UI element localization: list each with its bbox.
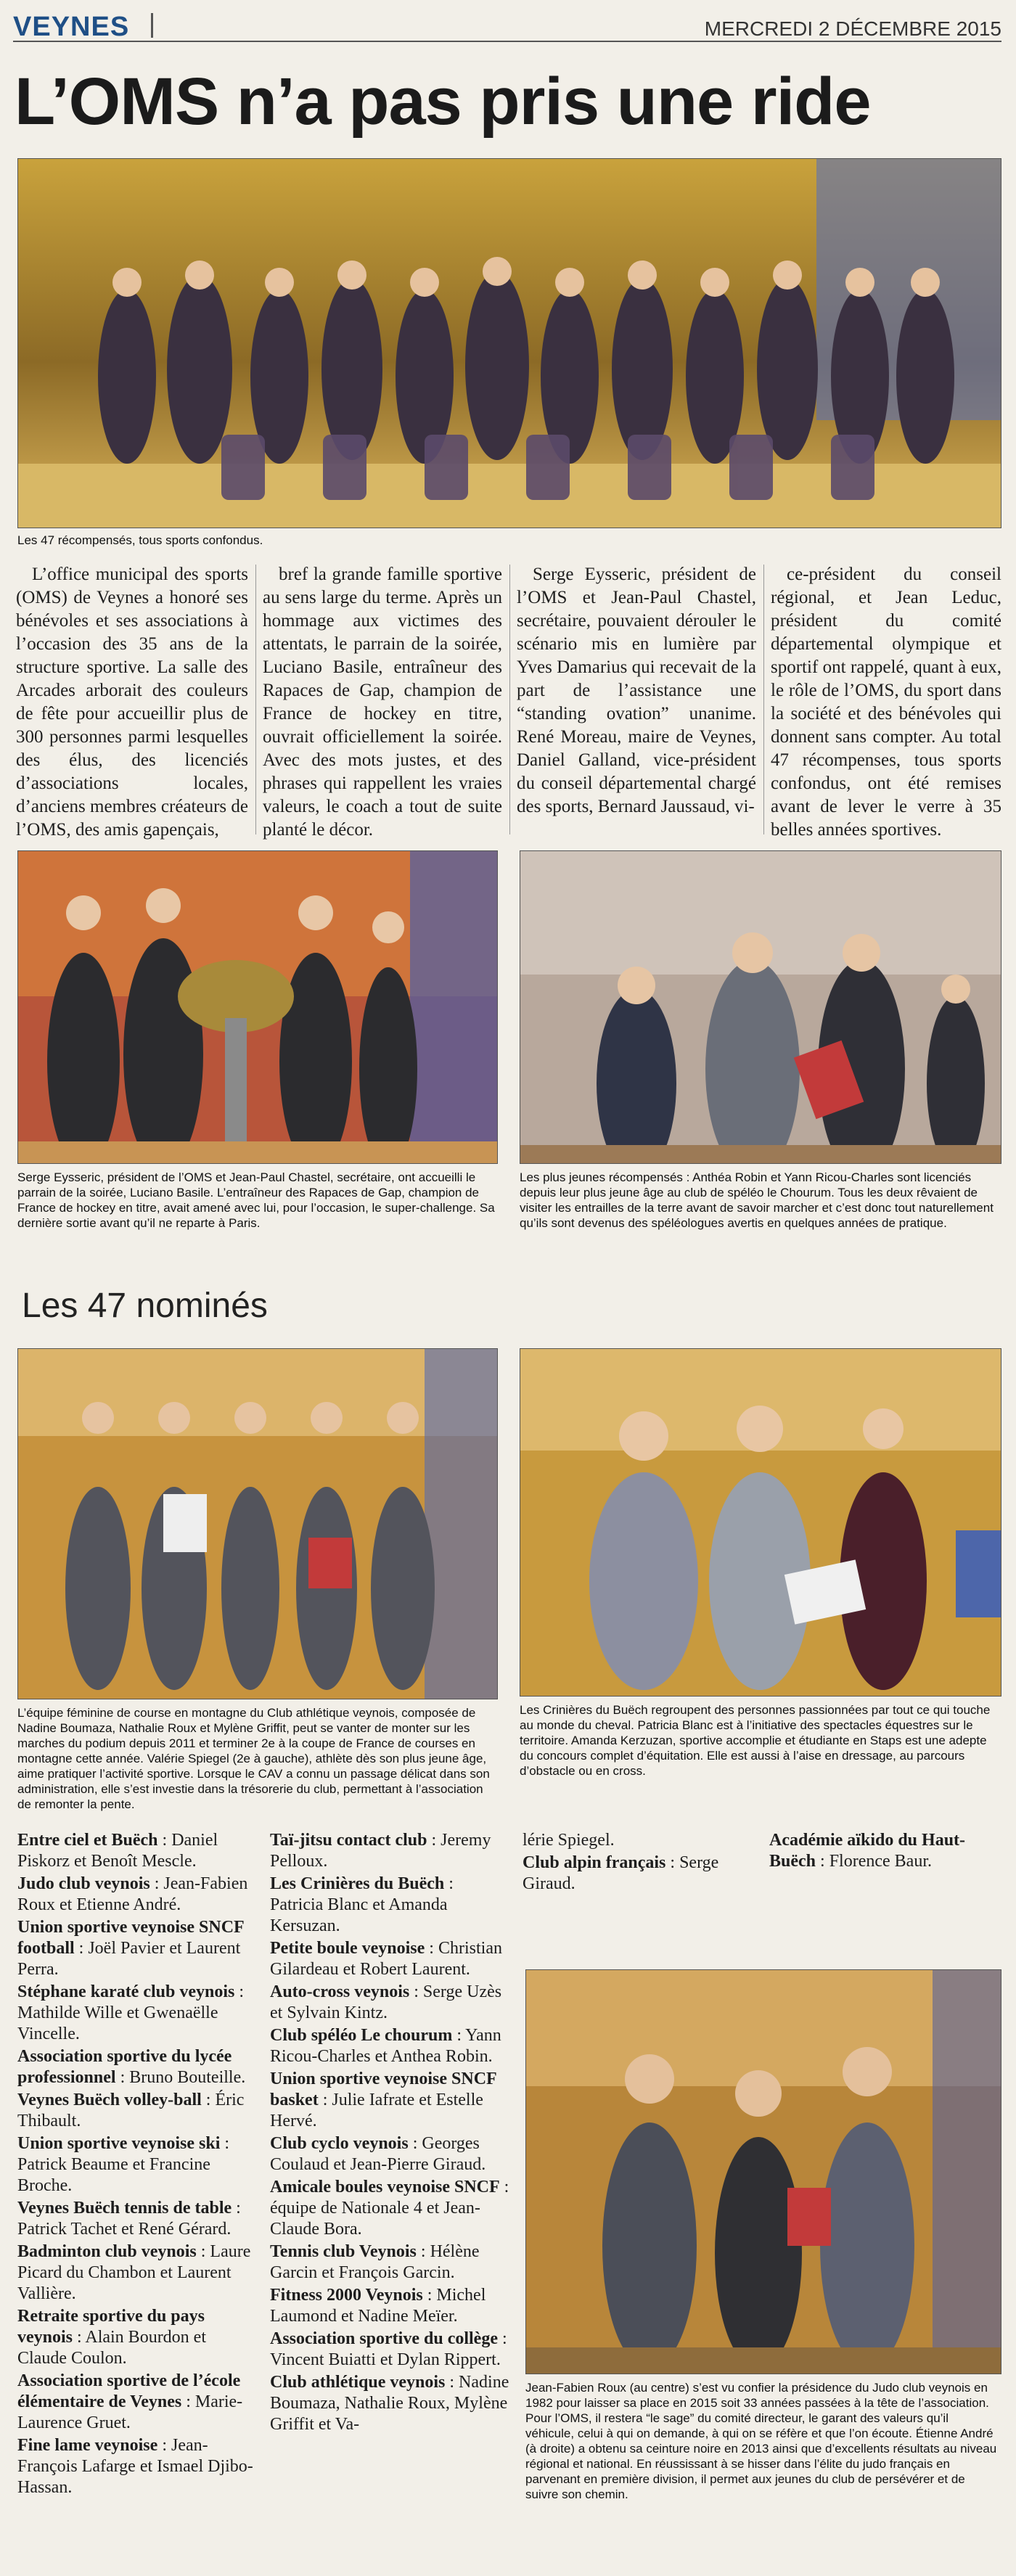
nominee-separator: : — [416, 2242, 430, 2261]
nominee-names: Patricia Blanc et Amanda Kersuzan. — [270, 1895, 448, 1935]
nominee-names: Patrick Beaume et Francine Broche. — [17, 2155, 210, 2195]
nominee-separator: : — [408, 2134, 422, 2153]
horse-club-photo — [520, 1348, 1001, 1697]
nominee-item — [270, 2372, 509, 2435]
nominee-club: Club alpin français — [523, 1853, 666, 1872]
nominee-item — [270, 2241, 509, 2284]
nominee-club: Association sportive de l’école élémentaire de Veynes — [17, 2371, 241, 2411]
nominee-item — [270, 2133, 509, 2175]
nominee-names: équipe de Nationale 4 et Jean-Claude Bora. — [270, 2199, 480, 2239]
nominee-names: Patrick Tachet et René Gérard. — [17, 2220, 232, 2239]
nominee-names: Christian Gilardeau et Robert Laurent. — [270, 1939, 502, 1979]
nominee-club: Amicale boules veynoise SNCF — [270, 2178, 500, 2196]
nominee-club: Entre ciel et Buëch — [17, 1831, 158, 1850]
nominee-item — [270, 2177, 509, 2240]
column-rule — [509, 565, 510, 834]
article-column-4 — [771, 563, 1001, 842]
nominee-club: Club spéléo Le chourum — [270, 2026, 453, 2045]
officials-photo — [17, 850, 498, 1164]
nominee-club: Petite boule veynoise — [270, 1939, 425, 1958]
nominee-separator: : — [497, 2329, 507, 2348]
nominee-names: Jean-François Lafarge et Ismael Djibo-Hassan. — [17, 2436, 253, 2497]
nominee-item — [523, 1853, 755, 1895]
nominee-separator: : — [318, 2091, 332, 2109]
nominee-separator: : — [444, 1874, 454, 1893]
nominee-item — [270, 1938, 509, 1980]
nominee-separator: : — [196, 2242, 210, 2261]
youngest-photo — [520, 850, 1001, 1164]
nominee-separator: : — [499, 2178, 509, 2196]
nominee-separator: : — [427, 1831, 441, 1850]
nominee-club: Veynes Buëch tennis de table — [17, 2199, 232, 2218]
nominee-separator: : — [201, 2091, 216, 2109]
nominee-names: Jean-Fabien Roux et Etienne André. — [17, 1874, 248, 1914]
nominee-names: Georges Coulaud et Jean-Pierre Giraud. — [270, 2134, 486, 2174]
article-paragraph-4: ce-président du conseil régional, et Jean Leduc, président du comité départemental olympique et sportif ont rappelé, quant à eux, le rôle de l’OMS, du sport dans la société et des bénévoles qui donnent sans compter. Au total 47 récompenses, tous sports confondus, ont été remises avant de lever le verre à 35 belles années sportives. — [771, 565, 1001, 840]
nominee-names: Vincent Buiatti et Dylan Rippert. — [270, 2350, 501, 2369]
nominee-club: Club athlétique veynois — [270, 2373, 446, 2392]
nominee-separator: : — [409, 1982, 423, 2001]
nominee-names: Daniel Piskorz et Benoît Mescle. — [17, 1831, 218, 1871]
nominee-names: Serge Giraud. — [523, 1853, 719, 1893]
nominee-club: Stéphane karaté club veynois — [17, 1982, 235, 2001]
nominee-names: Michel Laumond et Nadine Meïer. — [270, 2286, 486, 2326]
nominee-item — [270, 1982, 509, 2024]
nominee-club: Union sportive veynoise SNCF basket — [270, 2070, 496, 2109]
nominee-item — [17, 1982, 257, 2045]
nominee-names: Joël Pavier et Laurent Perra. — [17, 1939, 241, 1979]
nominees-column-1 — [17, 1830, 257, 2500]
youngest-caption: Les plus jeunes récompensés : Anthéa Robin et Yann Ricou-Charles sont licenciés depuis leur plus jeune âge au club de spéléo le Chourum. Tous les deux rêvaient de visiter les entrailles de la terre avant de savoir marcher et c’est donc tout naturellement qu’ils sont devenus des spéléologues avertis en quelques années de pratique. — [520, 1170, 994, 1230]
nominee-separator: : — [149, 1874, 164, 1893]
nominee-names: Nadine Boumaza, Nathalie Roux, Mylène Griffit et Va- — [270, 2373, 509, 2434]
nominee-item — [17, 1874, 257, 1916]
nominee-club: Taï-jitsu contact club — [270, 1831, 427, 1850]
nominee-separator: : — [234, 1982, 245, 2001]
nominee-club: Veynes Buëch volley-ball — [17, 2091, 202, 2109]
nominees-title: Les 47 nominés — [22, 1287, 268, 1325]
article-paragraph-2: bref la grande famille sportive au sens large du terme. Après un hommage aux victimes des attentats, le parrain de la soirée, Luciano Basile, entraîneur des Rapaces de Gap, champion de France de hockey en titre, ouvrait officiellement la soirée. Avec des mots justes, et des phrases qui rappellent les vraies valeurs, le coach a tout de suite planté le décor. — [263, 565, 502, 840]
nominee-separator: : — [232, 2199, 241, 2218]
nominees-column-3 — [523, 1830, 755, 1896]
nominee-club: Union sportive veynoise ski — [17, 2134, 221, 2153]
nominee-club: Tennis club Veynois — [270, 2242, 417, 2261]
nominee-separator: : — [452, 2026, 466, 2045]
article-column-1 — [16, 563, 248, 842]
women-team-caption: L’équipe féminine de course en montagne du Club athlétique veynois, composée de Nadine Boumaza, Nathalie Roux et Mylène Griffit, peut se vanter de monter sur les marches du podium depuis 2011 et terminer 2e à la coupe de France de courses en montagne cette année. Valérie Spiegel (2e à gauche), athlète dès son plus jeune âge, aime pratiquer l’activité sportive. Lorsque le CAV a connu un passage délicat dans son administration, elle s’est investie dans la trésorerie du club, permettant à l’association de remonter la pente. — [17, 1706, 490, 1811]
nominee-separator: : — [816, 1852, 829, 1871]
nominee-item — [17, 2090, 257, 2132]
nominee-names: Yann Ricou-Charles et Anthea Robin. — [270, 2026, 501, 2066]
nominee-names: Marie-Laurence Gruet. — [17, 2392, 243, 2432]
nominee-item — [270, 2329, 509, 2371]
nominee-separator: : — [157, 1831, 172, 1850]
nominee-item — [17, 2371, 257, 2434]
nominee-item — [270, 1830, 509, 1872]
nominee-item — [270, 2285, 509, 2327]
nominee-separator: : — [73, 2328, 86, 2347]
nominee-separator: : — [220, 2134, 230, 2153]
nominee-item — [523, 1830, 755, 1851]
nominee-names: Jeremy Pelloux. — [270, 1831, 491, 1871]
article-column-3 — [517, 563, 756, 819]
section-name: VEYNES — [13, 12, 130, 42]
nominee-names: lérie Spiegel. — [523, 1831, 615, 1850]
nominee-club: Académie aïkido du Haut-Buëch — [769, 1831, 966, 1871]
nominee-item — [17, 2046, 257, 2088]
section-header — [13, 12, 1001, 42]
headline: L’OMS n’a pas pris une ride — [15, 65, 871, 139]
nominee-separator: : — [181, 2392, 195, 2411]
women-team-photo — [17, 1348, 498, 1699]
column-rule — [255, 565, 256, 834]
nominee-names: Alain Bourdon et Claude Coulon. — [17, 2328, 206, 2368]
nominee-names: Éric Thibault. — [17, 2091, 245, 2130]
judo-club-photo — [525, 1969, 1001, 2374]
nominee-item — [17, 2435, 257, 2498]
nominee-club: Club cyclo veynois — [270, 2134, 409, 2153]
nominee-club: Auto-cross veynois — [270, 1982, 410, 2001]
nominees-column-4 — [769, 1830, 1000, 1874]
nominee-item — [769, 1830, 1000, 1872]
nominee-names: Laure Picard du Chambon et Laurent Vallière. — [17, 2242, 251, 2303]
nominee-item — [270, 1874, 509, 1937]
nominee-names: Hélène Garcin et François Garcin. — [270, 2242, 480, 2282]
nominee-club: Fine lame veynoise — [17, 2436, 158, 2455]
nominee-separator: : — [422, 2286, 437, 2305]
nominees-column-2 — [270, 1830, 509, 2437]
article-paragraph-1: L’office municipal des sports (OMS) de Veynes a honoré ses bénévoles et ses associations à l’occasion des 35 ans de la structure sportive. La salle des Arcades arborait des couleurs de fête pour accueillir plus de 300 personnes parmi lesquelles des élus, des licenciés d’associations locales, d’anciens membres créateurs de l’OMS, des amis gapençais, — [16, 565, 248, 840]
nominee-names: Serge Uzès et Sylvain Kintz. — [270, 1982, 502, 2022]
nominee-item — [17, 2133, 257, 2196]
nominee-club: Badminton club veynois — [17, 2242, 197, 2261]
nominee-club: Association sportive du lycée professionnel — [17, 2047, 232, 2087]
nominee-item — [270, 2025, 509, 2067]
nominee-club: Union sportive veynoise SNCF football — [17, 1918, 244, 1958]
nominee-names: Mathilde Wille et Gwenaëlle Vincelle. — [17, 2003, 218, 2043]
nominee-separator: : — [425, 1939, 438, 1958]
nominee-item — [17, 2306, 257, 2369]
officials-caption: Serge Eysseric, président de l’OMS et Jean-Paul Chastel, secrétaire, ont accueilli le parrain de la soirée, Luciano Basile. L’entraîneur des Rapaces de Gap, champion de France de hockey en titre, avait amené avec lui, pour l’occasion, le super-challenge. Sa dernière sortie avant qu’il ne reparte à Paris. — [17, 1170, 495, 1230]
section-divider — [151, 13, 153, 38]
crowd-caption: Les 47 récompensés, tous sports confondus. — [17, 533, 263, 547]
column-rule — [763, 565, 764, 834]
nominee-item — [17, 2198, 257, 2240]
horse-club-caption: Les Crinières du Buëch regroupent des personnes passionnées par tout ce qui touche au monde du cheval. Patricia Blanc est à l’initiative des spectacles équestres sur le territoire. Amanda Kerzuzan, sportive accomplie et étudiante en Staps est une adepte du concours complet d’équitation. Elle est aussi à l’aise en dressage, au parcours d’obstacle ou en cross. — [520, 1703, 991, 1778]
nominee-names: Florence Baur. — [829, 1852, 932, 1871]
publication-date: MERCREDI 2 DÉCEMBRE 2015 — [704, 17, 1001, 40]
nominee-item — [17, 1830, 257, 1872]
nominee-separator: : — [157, 2436, 171, 2455]
nominee-separator: : — [665, 1853, 680, 1872]
article-column-2 — [263, 563, 502, 842]
nominee-names: Bruno Bouteille. — [129, 2068, 246, 2087]
nominee-names: Julie Iafrate et Estelle Hervé. — [270, 2091, 483, 2130]
nominee-item — [17, 2241, 257, 2305]
nominee-club: Association sportive du collège — [270, 2329, 498, 2348]
nominee-club: Fitness 2000 Veynois — [270, 2286, 423, 2305]
nominee-separator: : — [74, 1939, 89, 1958]
nominee-separator: : — [445, 2373, 459, 2392]
nominee-item — [270, 2069, 509, 2132]
judo-club-caption: Jean-Fabien Roux (au centre) s’est vu confier la présidence du Judo club veynois en 1982 pour laisser sa place en 2015 soit 33 années passées à la tête de l’association. Pour l’OMS, il restera “le sage” du comité directeur, le garant des valeurs qu’il véhicule, celui à qui on demande, à qui on se réfère et que l’on écoute. Étienne André (à droite) a obtenu sa ceinture noire en 2013 ainsi que d’excellents résultats au niveau régional et national. En réussissant à se hisser dans l’élite du judo français en parvenant en première division, il permet aux jeunes du club de persévérer et de suivre son chemin. — [525, 2381, 997, 2501]
nominee-separator: : — [115, 2068, 130, 2087]
article-paragraph-3: Serge Eysseric, président de l’OMS et Jean-Paul Chastel, secrétaire, pouvaient dérouler le scénario mis en lumière par Yves Damarius qui recevait de la part de l’assistance une “standing ovation” unanime. René Moreau, maire de Veynes, Daniel Galland, vice-président du conseil départemental chargé des sports, Bernard Jaussaud, vi- — [517, 565, 757, 816]
nominee-club: Les Crinières du Buëch — [270, 1874, 445, 1893]
nominee-item — [17, 1917, 257, 1980]
nominee-club: Retraite sportive du pays veynois — [17, 2307, 205, 2347]
crowd-photo — [17, 158, 1001, 528]
nominee-club: Judo club veynois — [17, 1874, 150, 1893]
